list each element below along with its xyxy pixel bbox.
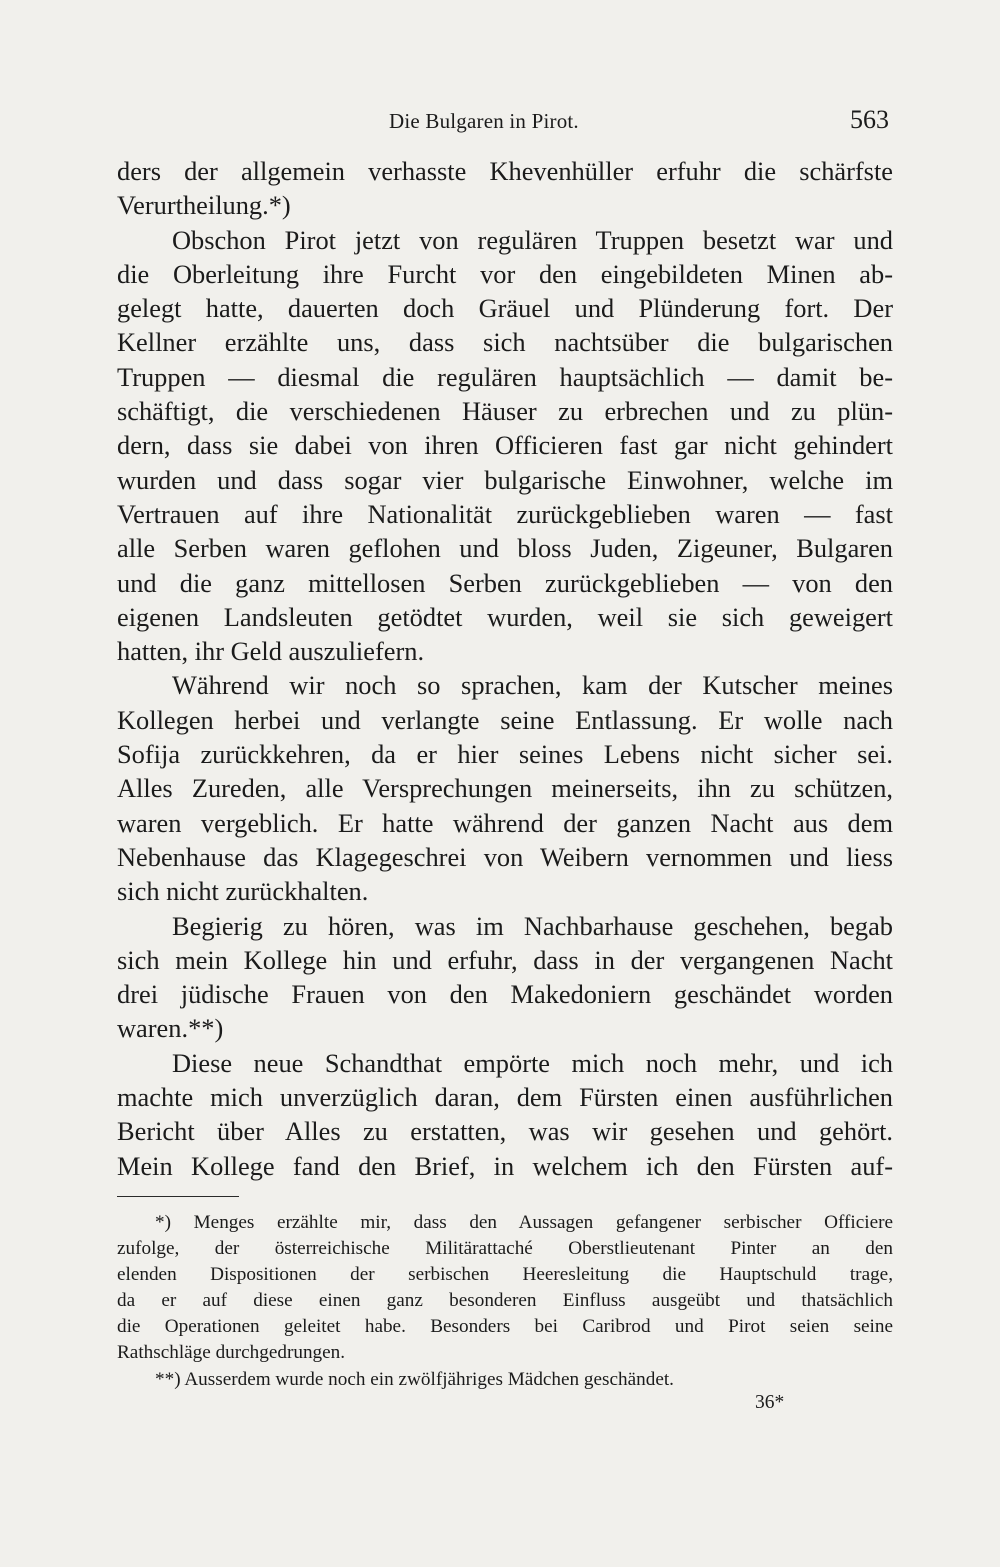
- text-line: machte mich unverzüglich daran, dem Fürsten einen ausführlichen: [117, 1082, 893, 1113]
- text-line: wurden und dass sogar vier bulgarische Einwohner, welche im: [117, 464, 893, 495]
- body-text: [117, 154, 893, 1183]
- text-line: Bericht über Alles zu erstatten, was wir gesehen und gehört.: [117, 1116, 893, 1147]
- text-line: Begierig zu hören, was im Nachbarhause geschehen, begab: [172, 910, 893, 941]
- text-line: Diese neue Schandthat empörte mich noch mehr, und ich: [172, 1047, 893, 1078]
- running-title: Die Bulgaren in Pirot.: [389, 109, 579, 133]
- footnote-line: Rathschläge durchgedrungen.: [117, 1342, 346, 1364]
- text-line: Kellner erzählte uns, dass sich nachtsüber die bulgarischen: [117, 327, 893, 358]
- running-head: [0, 105, 1000, 139]
- page-number: 563: [850, 105, 889, 134]
- text-line: sich mein Kollege hin und erfuhr, dass in der vergangenen Nacht: [117, 944, 893, 975]
- footnote-line: **) Ausserdem wurde noch ein zwölfjähriges Mädchen geschändet.: [155, 1368, 674, 1390]
- text-line: Mein Kollege fand den Brief, in welchem ich den Fürsten auf-: [117, 1150, 893, 1181]
- signature-mark: 36*: [755, 1392, 785, 1413]
- footnote-line: da er auf diese einen ganz besonderen Einfluss ausgeübt und thatsächlich: [117, 1290, 893, 1312]
- text-line: waren.**): [117, 1013, 224, 1044]
- footnote-rule: [117, 1196, 239, 1197]
- text-line: die Oberleitung ihre Furcht vor den eingebildeten Minen ab-: [117, 258, 893, 289]
- text-line: schäftigt, die verschiedenen Häuser zu erbrechen und zu plün-: [117, 396, 893, 427]
- footnote-line: elenden Dispositionen der serbischen Heeresleitung die Hauptschuld trage,: [117, 1264, 893, 1286]
- text-line: Sofija zurückkehren, da er hier seines Lebens nicht sicher sei.: [117, 739, 893, 770]
- text-line: Truppen — diesmal die regulären hauptsächlich — damit be-: [117, 361, 893, 392]
- text-line: hatten, ihr Geld auszuliefern.: [117, 636, 425, 667]
- footnote-line: zufolge, der österreichische Militärattaché Oberstlieutenant Pinter an den: [117, 1238, 893, 1260]
- text-line: dern, dass sie dabei von ihren Officieren fast gar nicht gehindert: [117, 430, 893, 461]
- text-line: Obschon Pirot jetzt von regulären Truppen besetzt war und: [172, 224, 893, 255]
- footnote-line: die Operationen geleitet habe. Besonders bei Caribrod und Pirot seien seine: [117, 1316, 893, 1338]
- text-line: Vertrauen auf ihre Nationalität zurückgeblieben waren — fast: [117, 498, 893, 529]
- text-line: drei jüdische Frauen von den Makedoniern geschändet worden: [117, 979, 893, 1010]
- footnote-line: *) Menges erzählte mir, dass den Aussagen gefangener serbischer Officiere: [155, 1212, 893, 1233]
- footnotes: [117, 1210, 893, 1393]
- text-line: Verurtheilung.*): [117, 190, 291, 221]
- text-line: ders der allgemein verhasste Khevenhüller erfuhr die schärfste: [117, 156, 893, 186]
- text-line: Während wir noch so sprachen, kam der Kutscher meines: [172, 670, 893, 701]
- text-line: sich nicht zurückhalten.: [117, 876, 369, 907]
- text-line: Alles Zureden, alle Versprechungen meinerseits, ihn zu schützen,: [117, 773, 893, 804]
- text-line: waren vergeblich. Er hatte während der ganzen Nacht aus dem: [117, 807, 893, 838]
- text-line: eigenen Landsleuten getödtet wurden, weil sie sich geweigert: [117, 601, 893, 632]
- text-line: Nebenhause das Klagegeschrei von Weibern vernommen und liess: [117, 841, 893, 872]
- text-line: Kollegen herbei und verlangte seine Entlassung. Er wolle nach: [117, 704, 893, 735]
- text-line: gelegt hatte, dauerten doch Gräuel und Plünderung fort. Der: [117, 293, 893, 324]
- text-line: alle Serben waren geflohen und bloss Juden, Zigeuner, Bulgaren: [117, 533, 893, 564]
- text-line: und die ganz mittellosen Serben zurückgeblieben — von den: [117, 567, 893, 598]
